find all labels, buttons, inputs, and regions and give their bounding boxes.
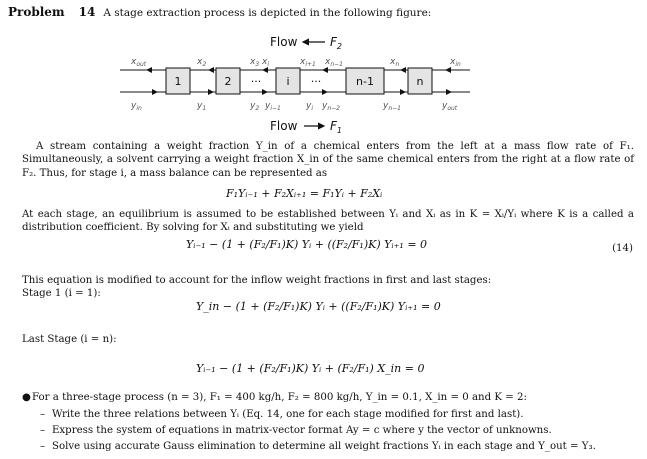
problem-description: A stage extraction process is depicted in the following figure: — [103, 7, 432, 19]
stage1-equation: Y_in − (1 + (F₂/F₁)K) Yᵢ + ((F₂/F₁)K) Yᵢ₊₁ = 0 — [196, 300, 441, 313]
dash-icon: – — [40, 425, 46, 436]
ellipsis-right: ··· — [310, 75, 322, 88]
label-yi1: $y_{i-1}$ — [265, 101, 281, 112]
label-y1: $y_1$ — [197, 101, 207, 112]
label-x-in: $x_{in}$ — [450, 57, 461, 68]
stage-1-label: 1 — [174, 75, 182, 88]
task-1: Write the three relations between Yᵢ (Eq. 14, one for each stage modified for first and last). — [52, 409, 524, 420]
bullet-icon: ● — [22, 392, 31, 403]
ellipsis-left: ··· — [250, 75, 262, 88]
flow-top-f2: $F_2$ — [330, 35, 342, 51]
flow-bottom-label: Flow — [270, 119, 298, 133]
label-y2: $y_2$ — [250, 101, 260, 112]
problem-title — [8, 5, 431, 21]
last-stage-equation: Yᵢ₋₁ − (1 + (F₂/F₁)K) Yᵢ + (F₂/F₁) X_in = 0 — [196, 362, 425, 375]
stage-i-label: i — [286, 75, 290, 88]
flow-top-label: Flow — [270, 35, 298, 49]
problem-number: 14 — [78, 5, 96, 19]
label-xi1: $x_{i+1}$ — [300, 57, 316, 68]
label-x-out: $x_{out}$ — [131, 57, 147, 68]
flow-bottom-f1: $F_1$ — [330, 119, 342, 135]
mass-balance-equation: F₁Yᵢ₋₁ + F₂Xᵢ₊₁ = F₁Yᵢ + F₂Xᵢ — [226, 187, 383, 200]
label-xn1: $x_{n-1}$ — [325, 57, 343, 68]
last-stage-label: Last Stage (i = n): — [22, 334, 117, 345]
paragraph-intro: A stream containing a weight fraction Y_in of a chemical enters from the left at a mass flow rate of F₁. Simultaneously, a solvent carrying a weight fraction X_in of the same chemical enters from the right at a flow rate of F₂. Thus, for stage i, a mass balance can be represented as — [22, 141, 634, 179]
label-xn: $x_n$ — [390, 57, 400, 68]
task-3: Solve using accurate Gauss elimination to determine all weight fractions Yᵢ in each stage and Y_out = Y₃. — [52, 441, 596, 452]
label-yn1: $y_{n-1}$ — [383, 101, 401, 112]
stage-n-label: n — [416, 75, 424, 88]
task-2: Express the system of equations in matrix-vector format Ay = c where y the vector of unknowns. — [52, 425, 552, 436]
stage1-label: Stage 1 (i = 1): — [22, 288, 101, 299]
label-yi: $y_i$ — [306, 101, 313, 112]
stage-2-label: 2 — [224, 75, 232, 88]
label-x3: $x_3$ — [250, 57, 260, 68]
paragraph-modified: This equation is modified to account for the inflow weight fractions in first and last stages: — [22, 275, 492, 286]
label-y-in: $y_{in}$ — [131, 101, 142, 112]
stage-n1-label: n-1 — [356, 75, 374, 88]
dash-icon: – — [40, 409, 46, 420]
label-xi: $x_i$ — [262, 57, 269, 68]
paragraph-equilibrium: At each stage, an equilibrium is assumed to be established between Yᵢ and Xᵢ as in K = Xᵢ/Yᵢ where K is a called a distribution coefficient. By solving for Xᵢ and substituting we yield — [22, 209, 634, 234]
equation-14-number: (14) — [612, 243, 633, 254]
label-y-out: $y_{out}$ — [442, 101, 458, 112]
label-x2: $x_2$ — [197, 57, 207, 68]
bullet-conditions: For a three-stage process (n = 3), F₁ = 400 kg/h, F₂ = 800 kg/h, Y_in = 0.1, X_in = 0 and K = 2: — [32, 392, 527, 403]
extraction-diagram — [0, 28, 647, 146]
dash-icon: – — [40, 441, 46, 452]
label-yn2: $y_{n-2}$ — [322, 101, 340, 112]
equation-14: Yᵢ₋₁ − (1 + (F₂/F₁)K) Yᵢ + ((F₂/F₁)K) Yᵢ₊₁ = 0 — [186, 238, 428, 251]
problem-word: Problem — [8, 5, 65, 19]
